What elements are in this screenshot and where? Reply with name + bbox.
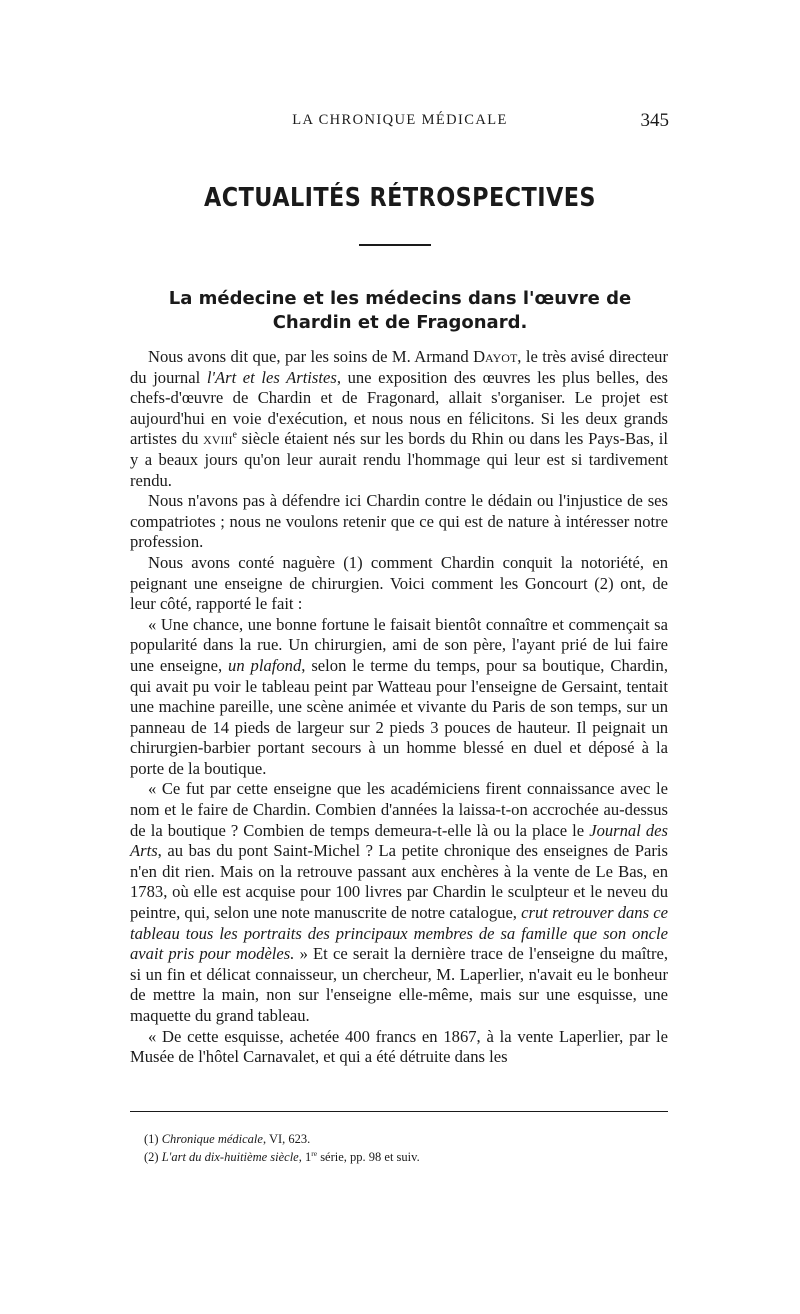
article-body [130,347,668,1068]
author-name: Dayot [473,347,518,366]
paragraph: Nous avons conté naguère (1) comment Chardin conquit la notoriété, en peignant une enseigne de chirurgien. Voici comment les Goncourt (2) ont, de leur côté, rapporté le fait : [130,552,668,614]
paragraph: Nous n'avons pas à défendre ici Chardin contre le dédain ou l'injustice de ses compatriotes ; nous ne voulons retenir que ce qui est de nature à intéresser notre profession. [130,491,668,552]
running-header [0,110,800,132]
footnote: (2) L'art du dix-huitième siècle, 1re série, pp. 98 et suiv. [144,1148,420,1164]
title-divider [359,244,431,246]
footnote-divider [130,1111,668,1112]
footnote: (1) Chronique médicale, VI, 623. [144,1132,311,1146]
journal-title: Journal des Arts [130,820,668,861]
journal-title: l'Art et les Artistes [206,367,337,387]
quote-paragraph: « De cette esquisse, achetée 400 francs en 1867, à la vente Laperlier, par le Musée de l'hôtel Carnavalet, et qui a été détruite dans les [130,1026,668,1067]
section-title: ACTUALITÉS RÉTROSPECTIVES [204,183,596,213]
footnotes [144,1130,664,1166]
quote-paragraph: « Ce fut par cette enseigne que les académiciens firent connaissance avec le nom et le faire de Chardin. Combien d'années la laissa-t-on accrochée au-dessus de la boutique ? Combien de temps demeura-t-elle là ou la place le Journal des Arts, au bas du pont Saint-Michel ? La petite chronique des enseignes de Paris n'en dit rien. Mais on la retrouve passant aux enchères à la vente de Le Bas, en 1783, où elle est acquise pour 100 livres par Chardin le sculpteur et le neveu du peintre, qui, selon une note manuscrite de notre catalogue, crut retrouver dans ce tableau tous les portraits des principaux membres de sa famille que son oncle avait pris pour modèles. » Et ce serait la dernière trace de l'enseigne du maître, si un fin et délicat connaisseur, un chercheur, M. Laperlier, n'avait eu le bonheur de mettre la main, non sur l'enseigne elle-même, mais sur une esquisse, une maquette du grand tableau. [130,779,668,1025]
page-number: 345 [640,110,669,131]
quote-paragraph: « Une chance, une bonne fortune le faisait bientôt connaître et commençait sa popularité dans la rue. Un chirurgien, ami de son père, l'ayant prié de lui faire une enseigne, un plafond, selon le terme du temps, pour sa boutique, Chardin, qui avait pu voir le tableau peint par Watteau pour l'enseigne de Gersaint, tentait une machine pareille, une scène animée et vivante du Paris de son temps, sur un panneau de 14 pieds de largeur sur 2 pieds 3 pouces de hauteur. Il peignait un chirurgien-barbier portant secours à un homme blessé en duel et déposé à la porte de la boutique. [130,614,668,778]
running-title: LA CHRONIQUE MÉDICALE [292,112,508,128]
paragraph: Nous avons dit que, par les soins de M. Armand Dayot, le très avisé directeur du journal l'Art et les Artistes, une exposition des œuvres les plus belles, des chefs-d'œuvre de Chardin et de Fragonard, allait s'organiser. Le projet est aujourd'hui en voie d'exécution, et nous nous en félicitons. Si les deux grands artistes du xviii$^e$ siècle étaient nés sur les bords du Rhin ou dans les Pays-Bas, il y a beaux jours qu'on leur aurait rendu l'hommage qui leur est si tardivement rendu. [130,347,669,490]
article-title: La médecine et les médecins dans l'œuvre de Chardin et de Fragonard. [168,288,632,333]
